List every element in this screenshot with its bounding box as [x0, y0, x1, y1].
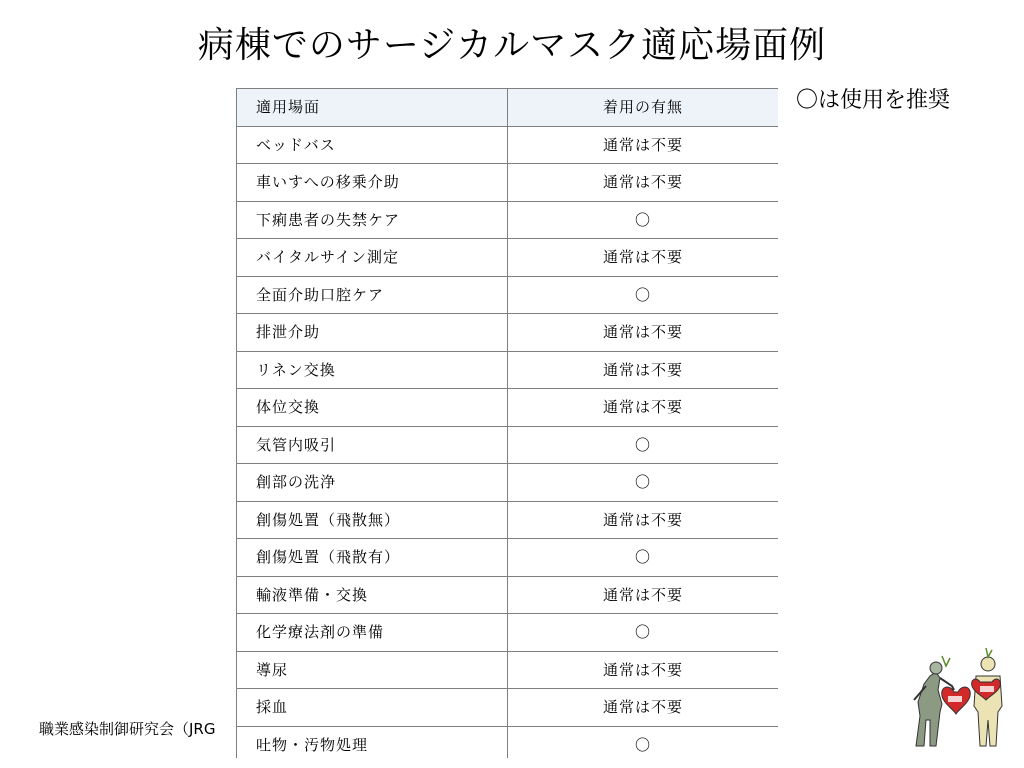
table-row [237, 689, 779, 727]
table-row [237, 576, 779, 614]
usage-cell: 〇 [508, 426, 779, 464]
table [236, 88, 778, 758]
scene-cell: 吐物・汚物処理 [237, 726, 508, 758]
table-row [237, 539, 779, 577]
scene-cell: 車いすへの移乗介助 [237, 164, 508, 202]
scene-cell: 体位交換 [237, 389, 508, 427]
usage-cell: 〇 [508, 464, 779, 502]
mask-usage-table [236, 88, 778, 758]
scene-cell: 下痢患者の失禁ケア [237, 201, 508, 239]
table-row [237, 126, 779, 164]
scene-cell: ベッドバス [237, 126, 508, 164]
usage-cell: 通常は不要 [508, 576, 779, 614]
table-row [237, 201, 779, 239]
column-header-scene: 適用場面 [237, 89, 508, 127]
scene-cell: 排泄介助 [237, 314, 508, 352]
usage-cell: 通常は不要 [508, 126, 779, 164]
usage-cell: 〇 [508, 614, 779, 652]
scene-cell: 創傷処置（飛散有） [237, 539, 508, 577]
table-header-row [237, 89, 779, 127]
usage-cell: 通常は不要 [508, 164, 779, 202]
scene-cell: リネン交換 [237, 351, 508, 389]
table-row [237, 614, 779, 652]
usage-cell: 〇 [508, 276, 779, 314]
usage-cell: 〇 [508, 539, 779, 577]
usage-cell: 〇 [508, 201, 779, 239]
scene-cell: 化学療法剤の準備 [237, 614, 508, 652]
scene-cell: 創傷処置（飛散無） [237, 501, 508, 539]
table-row [237, 239, 779, 277]
mascot-characters-icon [906, 646, 1006, 750]
usage-cell: 通常は不要 [508, 239, 779, 277]
table-row [237, 276, 779, 314]
scene-cell: 創部の洗浄 [237, 464, 508, 502]
page-title: 病棟でのサージカルマスク適応場面例 [197, 25, 827, 66]
scene-cell: 採血 [237, 689, 508, 727]
scene-cell: バイタルサイン測定 [237, 239, 508, 277]
column-header-usage: 着用の有無 [508, 89, 779, 127]
scene-cell: 気管内吸引 [237, 426, 508, 464]
usage-cell: 通常は不要 [508, 689, 779, 727]
footer-credit: 職業感染制御研究会（JRG [39, 720, 216, 738]
table-row [237, 426, 779, 464]
usage-cell: 通常は不要 [508, 651, 779, 689]
table-row [237, 651, 779, 689]
usage-cell: 通常は不要 [508, 501, 779, 539]
legend-note: 〇は使用を推奨 [796, 88, 951, 113]
table-row [237, 164, 779, 202]
table-row [237, 351, 779, 389]
table-row [237, 389, 779, 427]
usage-cell: 通常は不要 [508, 351, 779, 389]
usage-cell: 通常は不要 [508, 314, 779, 352]
table-row [237, 464, 779, 502]
usage-cell: 通常は不要 [508, 389, 779, 427]
scene-cell: 輸液準備・交換 [237, 576, 508, 614]
scene-cell: 導尿 [237, 651, 508, 689]
table-row [237, 726, 779, 758]
scene-cell: 全面介助口腔ケア [237, 276, 508, 314]
usage-cell: 〇 [508, 726, 779, 758]
table-row [237, 501, 779, 539]
table-row [237, 314, 779, 352]
